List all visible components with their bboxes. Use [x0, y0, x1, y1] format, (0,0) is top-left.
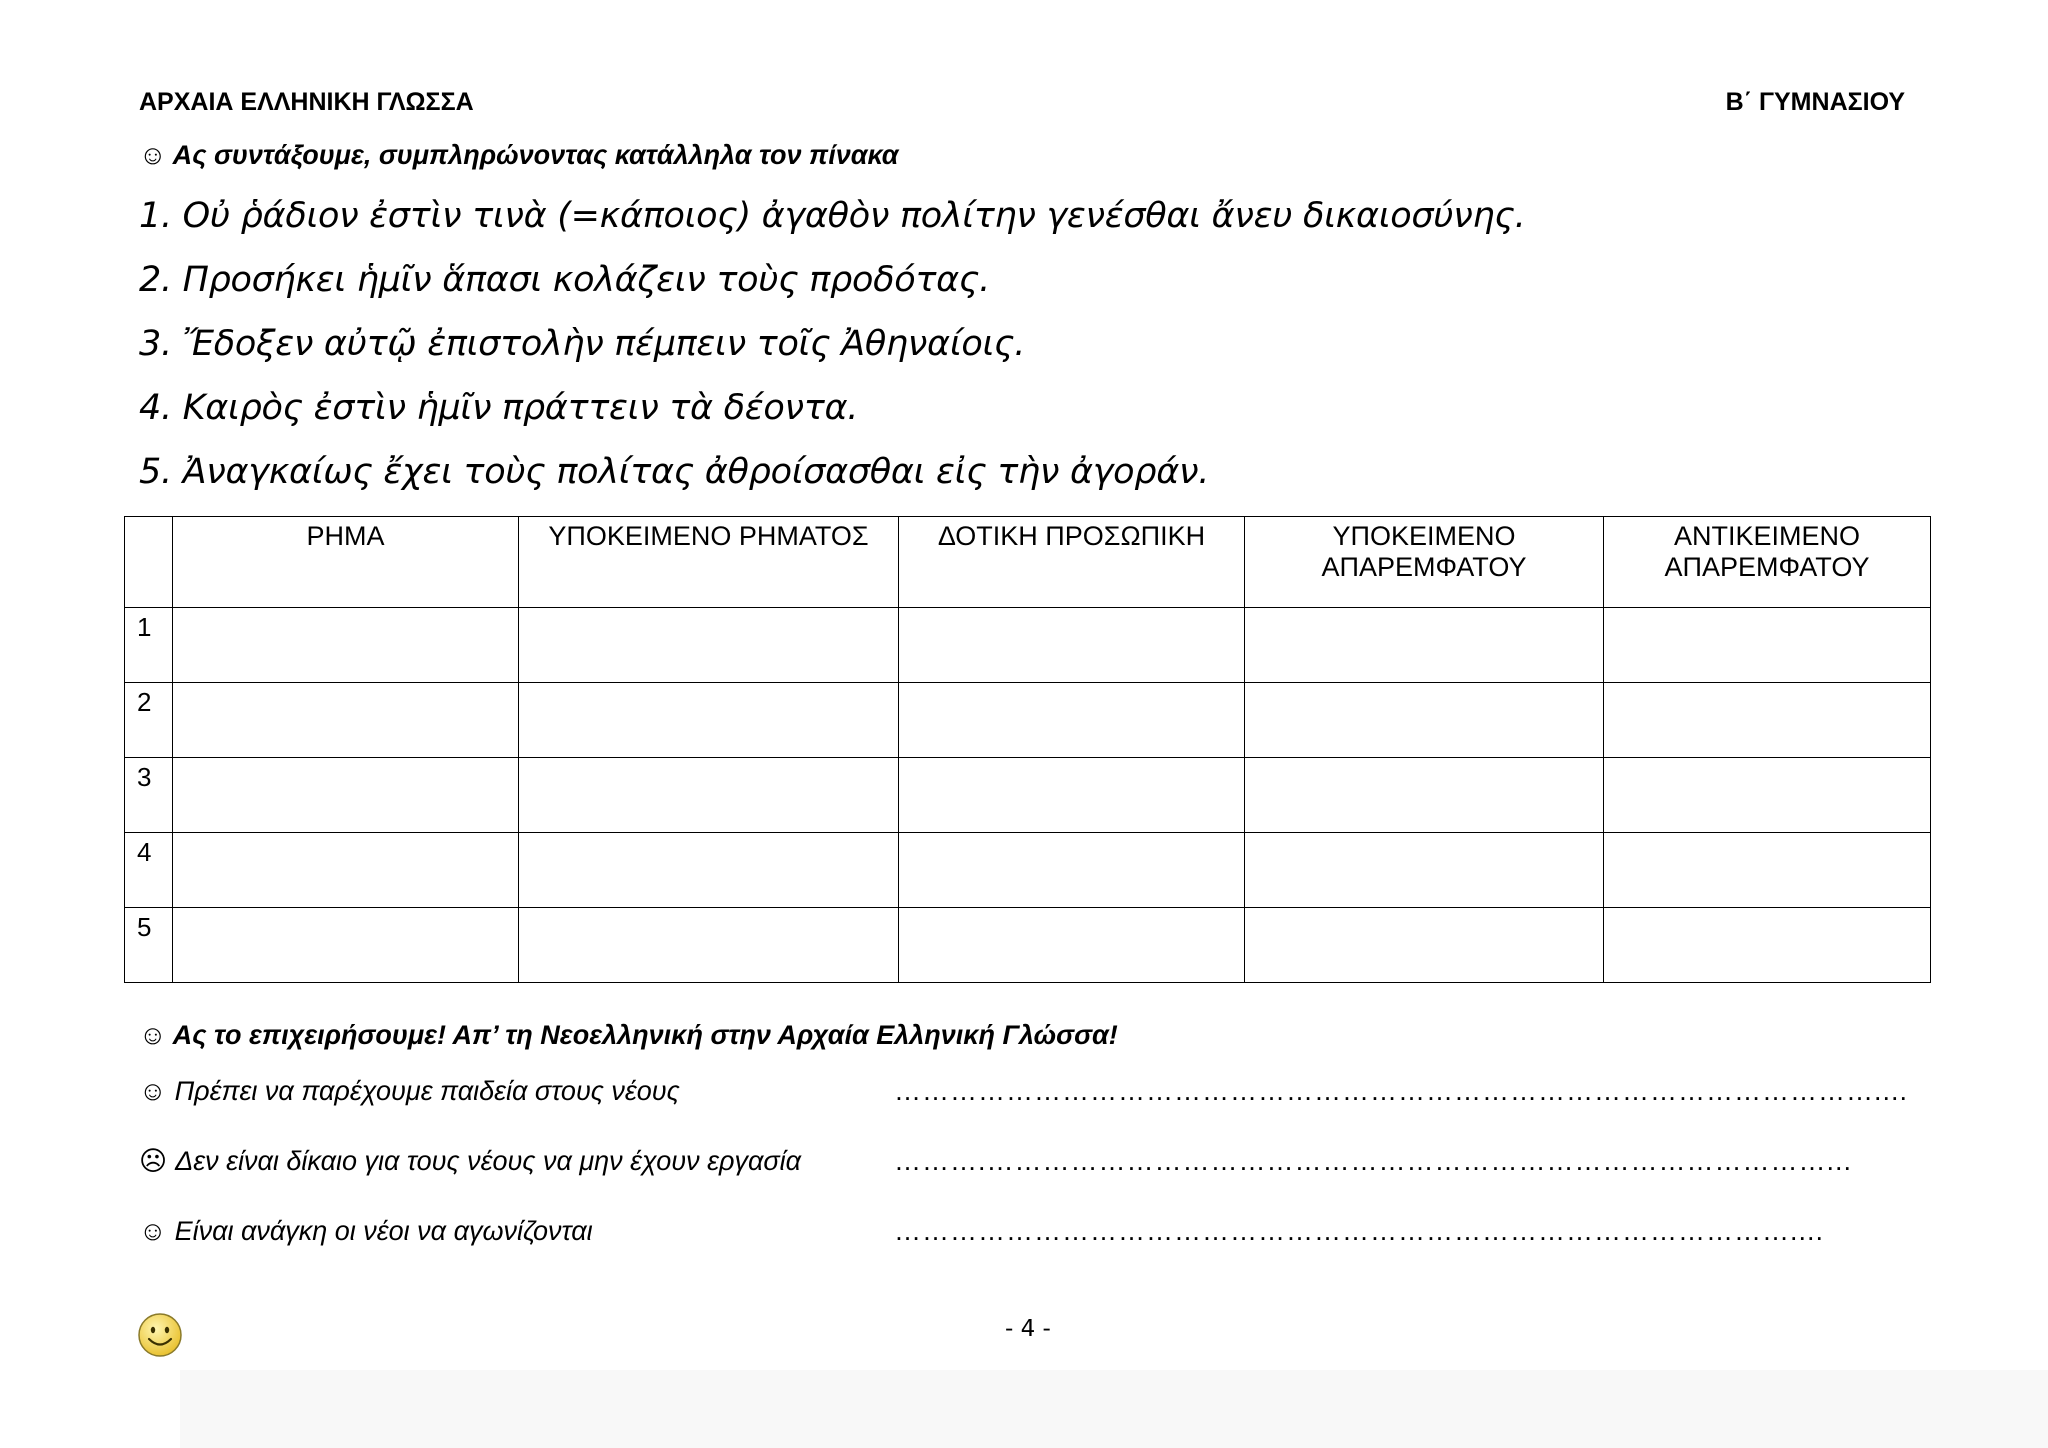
row-number: 2: [125, 683, 173, 758]
row-number: 5: [125, 908, 173, 983]
grade-header: Β΄ ΓΥΜΝΑΣΙΟΥ: [1725, 88, 1905, 116]
smiley-icon: ☺: [139, 1076, 167, 1106]
answer-cell[interactable]: [899, 683, 1245, 758]
answer-cell[interactable]: [1245, 683, 1604, 758]
answer-line[interactable]: ……………………………………………………………………………………………....: [894, 1076, 1909, 1106]
translation-prompt: Δεν είναι δίκαιο για τους νέους να μην έχουν εργασία: [175, 1146, 802, 1176]
sentence-3: 3. Ἔδοξεν αὐτῷ ἐπιστολὴν πέμπειν τοῖς Ἀθηναίοις.: [139, 324, 1026, 364]
frown-icon: ☹: [139, 1146, 168, 1176]
column-header: ΥΠΟΚΕΙΜΕΝΟ ΡΗΜΑΤΟΣ: [519, 517, 899, 608]
smiley-icon: ☺: [139, 140, 167, 170]
answer-cell[interactable]: [1245, 758, 1604, 833]
answer-cell[interactable]: [519, 608, 899, 683]
answer-cell[interactable]: [1604, 833, 1931, 908]
answer-cell[interactable]: [173, 908, 519, 983]
answer-cell[interactable]: [899, 908, 1245, 983]
page-bottom-shade: [180, 1370, 2048, 1448]
answer-cell[interactable]: [1604, 908, 1931, 983]
row-number: 1: [125, 608, 173, 683]
table-row: [125, 908, 1931, 983]
answer-cell[interactable]: [1245, 608, 1604, 683]
syntax-table: [124, 516, 1931, 983]
table-row: [125, 683, 1931, 758]
smiley-icon: ☺: [139, 1020, 167, 1050]
subject-header: ΑΡΧΑΙΑ ΕΛΛΗΝΙΚΗ ΓΛΩΣΣΑ: [139, 88, 474, 116]
table-row: [125, 833, 1931, 908]
answer-cell[interactable]: [173, 758, 519, 833]
answer-cell[interactable]: [899, 833, 1245, 908]
row-number: 4: [125, 833, 173, 908]
column-header: ΥΠΟΚΕΙΜΕΝΟ ΑΠΑΡΕΜΦΑΤΟΥ: [1245, 517, 1604, 608]
answer-cell[interactable]: [1604, 608, 1931, 683]
table-row: [125, 608, 1931, 683]
answer-cell[interactable]: [519, 683, 899, 758]
answer-cell[interactable]: [519, 908, 899, 983]
answer-cell[interactable]: [173, 608, 519, 683]
answer-line[interactable]: ……………………………………………………………………………………....: [894, 1216, 1825, 1246]
exercise1-instruction-text: Ας συντάξουμε, συμπληρώνοντας κατάλληλα τον πίνακα: [172, 140, 899, 170]
sentence-4: 4. Καιρὸς ἐστὶν ἡμῖν πράττειν τὰ δέοντα.: [139, 388, 859, 428]
table-row: [125, 758, 1931, 833]
translation-item-1: [139, 1076, 680, 1107]
column-header: ΔΟΤΙΚΗ ΠΡΟΣΩΠΙΚΗ: [899, 517, 1245, 608]
answer-cell[interactable]: [173, 833, 519, 908]
answer-cell[interactable]: [1604, 758, 1931, 833]
exercise2-instruction-text: Ας το επιχειρήσουμε! Απ’ τη Νεοελληνική στην Αρχαία Ελληνική Γλώσσα!: [172, 1020, 1118, 1050]
page-number: - 4 -: [1005, 1316, 1051, 1342]
translation-item-3: [139, 1216, 593, 1247]
smiley-face-icon: [137, 1312, 183, 1358]
translation-prompt: Πρέπει να παρέχουμε παιδεία στους νέους: [174, 1076, 680, 1106]
translation-item-2: [139, 1146, 801, 1177]
exercise2-instruction: [139, 1020, 1118, 1051]
answer-cell[interactable]: [1604, 683, 1931, 758]
sentence-1: 1. Οὐ ῥάδιον ἐστὶν τινὰ (=κάποιος) ἀγαθὸν πολίτην γενέσθαι ἄνευ δικαιοσύνης.: [139, 196, 1526, 236]
table-header-row: [125, 517, 1931, 608]
sentence-2: 2. Προσήκει ἡμῖν ἅπασι κολάζειν τοὺς προδότας.: [139, 260, 990, 300]
answer-line[interactable]: ……….………………………………………………………………………………...: [894, 1146, 1853, 1176]
answer-cell[interactable]: [1245, 833, 1604, 908]
column-header: ΑΝΤΙΚΕΙΜΕΝΟ ΑΠΑΡΕΜΦΑΤΟΥ: [1604, 517, 1931, 608]
answer-cell[interactable]: [173, 683, 519, 758]
exercise1-instruction: [139, 140, 899, 171]
translation-prompt: Είναι ανάγκη οι νέοι να αγωνίζονται: [174, 1216, 593, 1246]
row-number: 3: [125, 758, 173, 833]
answer-cell[interactable]: [899, 758, 1245, 833]
answer-cell[interactable]: [519, 833, 899, 908]
answer-cell[interactable]: [899, 608, 1245, 683]
answer-cell[interactable]: [1245, 908, 1604, 983]
answer-cell[interactable]: [519, 758, 899, 833]
column-header: ΡΗΜΑ: [173, 517, 519, 608]
sentence-5: 5. Ἀναγκαίως ἔχει τοὺς πολίτας ἀθροίσασθαι εἰς τὴν ἀγοράν.: [139, 452, 1210, 492]
corner-cell: [125, 517, 173, 608]
smiley-icon: ☺: [139, 1216, 167, 1246]
